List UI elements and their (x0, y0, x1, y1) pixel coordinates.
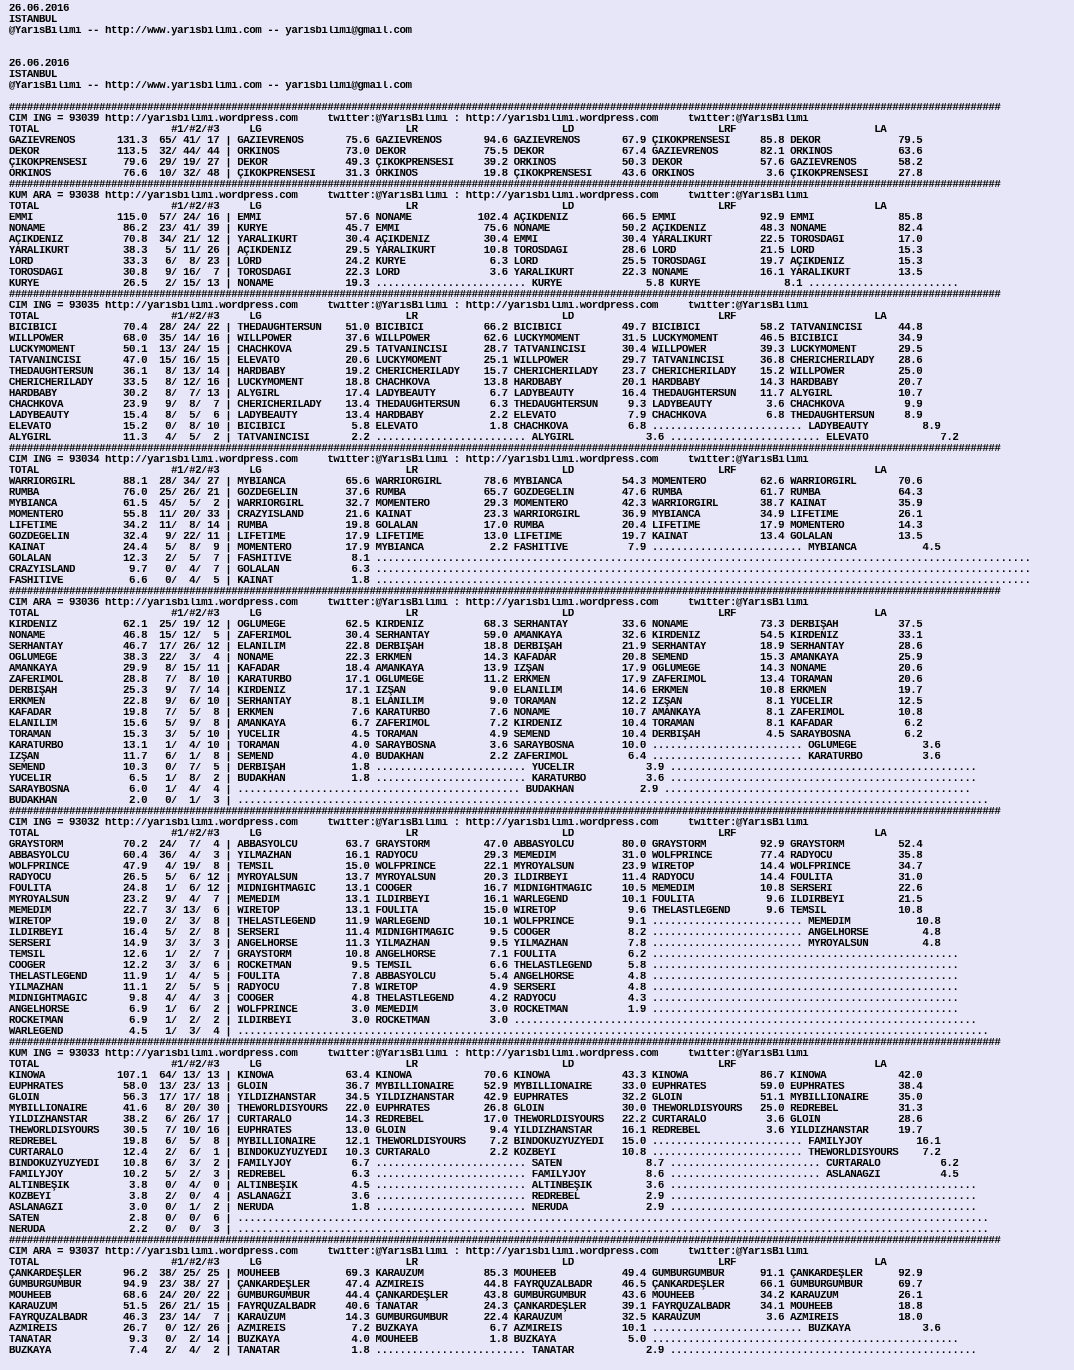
report-line: EMMİ 115.0 57/ 24/ 16 | EMMİ 57.6 NONAME 102.4 AÇIKDENİZ 66.5 EMMİ 92.9 EMMİ 85.8 (8, 213, 923, 224)
report-line: DEKOR 113.5 32/ 44/ 44 | ORKINOS 73.0 DEKOR 75.5 DEKOR 67.4 GAZİEVRENOS 82.1 ORKINOS 63.6 (8, 147, 923, 158)
report-line: TANATAR 9.3 0/ 2/ 14 | BUZKAYA 4.0 MOUHEEB 1.8 BUZKAYA 5.0 ................................................... (8, 1335, 959, 1346)
report-line: ÇANKARDEŞLER 96.2 38/ 25/ 25 | MOUHEEB 69.3 KARAÜZÜM 85.3 MOUHEEB 49.4 GÜMBÜRGÜMBÜR 91.1 ÇANKARDEŞLER 92.9 (8, 1269, 923, 1280)
report-line: CIM ING = 93034 http://yarisbilimi.wordpress.com twitter:@YarisBilimi : http://yarisbilimi.wordpress.com twitter:@YarisBilimi (8, 455, 809, 466)
report-line: TOTAL #1/#2/#3 LG LR LD LRF LA (8, 1258, 887, 1269)
report-line: KINOWA 107.1 64/ 13/ 13 | KINOWA 63.4 KINOWA 70.6 KINOWA 43.3 KINOWA 86.7 KINOWA 42.0 (8, 1071, 923, 1082)
report-line: TOTAL #1/#2/#3 LG LR LD LRF LA (8, 202, 887, 213)
report-line: RADYOCU 26.5 5/ 6/ 12 | MYROYALSUN 13.7 MYROYALSUN 20.3 ILDIRBEYI 11.4 RADYOCU 14.4 FOULITA 31.0 (8, 873, 923, 884)
report-line: BUDAKHAN 2.0 0/ 1/ 3 | ............................................................................................................................. (8, 796, 989, 807)
report-line: GLOIN 56.3 17/ 17/ 18 | YILDIZHANSTAR 34.5 YILDIZHANSTAR 42.9 EUPHRATES 32.2 GLOIN 51.1 MYBILLIONAIRE 35.0 (8, 1093, 923, 1104)
report-line: KURYE 26.5 2/ 15/ 13 | NONAME 19.3 ......................... KURYE 5.8 KURYE 8.1 ......................... (8, 279, 959, 290)
report-line: CIM ARA = 93037 http://yarisbilimi.wordpress.com twitter:@YarisBilimi : http://yarisbilimi.wordpress.com twitter:@YarisBilimi (8, 1247, 809, 1258)
report-line: MEMEDİM 22.7 3/ 13/ 6 | WIRETOP 13.1 FOULITA 15.0 WIRETOP 9.6 THELASTLEGEND 9.6 TEMSİL 10.8 (8, 906, 923, 917)
report-line: 26.06.2016 (8, 4, 69, 15)
report-line: REDREBEL 19.8 6/ 5/ 8 | MYBILLIONAIRE 12.1 THEWORLDISYOURS 7.2 BİNDOKUZYÜZYEDİ 15.0 ......................... FAMILYJOY 16.1 (8, 1137, 941, 1148)
report-line: SERSERİ 14.9 3/ 3/ 3 | ANGELHORSE 11.3 YILMAZHAN 9.5 YILMAZHAN 7.8 ......................... MYROYALSUN 4.8 (8, 939, 941, 950)
report-line: ##################################################################################################################################################################### (8, 290, 1001, 301)
report-line: BICIBICI 70.4 28/ 24/ 22 | THEDAUGHTERSUN 51.0 BICIBICI 66.2 BICIBICI 49.7 BICIBICI 58.2 TATVANİNCİSİ 44.8 (8, 323, 923, 334)
report-line: BUZKAYA 7.4 2/ 4/ 2 | TANATAR 1.8 ......................... TANATAR 2.9 ................................................... (8, 1346, 977, 1357)
report-line: GÖZDEGELİN 32.4 9/ 22/ 11 | LIFETIME 17.9 LIFETIME 13.0 LIFETIME 19.7 KAİNAT 13.4 GOLALAN 13.5 (8, 532, 923, 543)
report-line: TATVANİNCİSİ 47.0 15/ 16/ 15 | ELEVATO 20.6 LUCKYMOMENT 25.1 WILLPOWER 29.7 TATVANİNCİSİ 36.8 CHERICHERILADY 28.6 (8, 356, 923, 367)
report-line: TEMSİL 12.6 1/ 2/ 7 | GRAYSTORM 10.8 ANGELHORSE 7.1 FOULITA 6.2 ................................................... (8, 950, 959, 961)
report-line: BİNDOKUZYÜZYEDİ 10.8 6/ 3/ 2 | FAMILYJOY 6.7 ......................... SATEN 8.7 ......................... CURTARALO 6.2 (8, 1159, 959, 1170)
report-line: CIM ARA = 93036 http://yarisbilimi.wordpress.com twitter:@YarisBilimi : http://yarisbilimi.wordpress.com twitter:@YarisBilimi (8, 598, 809, 609)
report-line: AÇIKDENİZ 70.8 34/ 21/ 12 | YARALIKURT 30.4 AÇIKDENİZ 30.4 EMMİ 30.4 YARALIKURT 22.5 TOROSDAĞI 17.0 (8, 235, 923, 246)
report-line: WARLEGEND 4.5 1/ 3/ 4 | ............................................................................................................................. (8, 1027, 989, 1038)
report-line: MOMENTERO 55.8 11/ 20/ 33 | CRAZYISLAND 21.6 KAİNAT 23.3 WARRIORGIRL 36.9 MYBIANCA 34.9 LIFETIME 26.1 (8, 510, 923, 521)
report-line: GRAYSTORM 70.2 24/ 7/ 4 | ABBASYOLCU 63.7 GRAYSTORM 47.0 ABBASYOLCU 80.0 GRAYSTORM 92.9 GRAYSTORM 52.4 (8, 840, 923, 851)
report-line: NONAME 46.8 15/ 12/ 5 | ZAFERİMOL 30.4 SERHANTAY 59.0 AMANKAYA 32.6 KIRDENİZ 54.5 KIRDENİZ 33.1 (8, 631, 923, 642)
report-line: CURTARALO 12.4 2/ 6/ 1 | BİNDOKUZYÜZYEDİ 10.3 CURTARALO 2.2 KOZBEYI 10.8 ......................... THEWORLDISYOURS 7.2 (8, 1148, 941, 1159)
report-line: ##################################################################################################################################################################### (8, 1038, 1001, 1049)
report-line: ISTANBUL (8, 70, 57, 81)
report-line: ANGELHORSE 6.9 1/ 6/ 2 | WOLFPRINCE 3.0 MEMEDİM 3.0 ROCKETMAN 1.9 ................................................... (8, 1005, 959, 1016)
report-line: @YarisBilimi -- http://www.yarisbilimi.com -- yarisbilimi@gmail.com (8, 26, 412, 37)
report-line: THEDAUGHTERSUN 36.1 8/ 13/ 14 | HARDBABY 19.2 CHERICHERILADY 15.7 CHERICHERILADY 23.7 CHERICHERILADY 15.2 WILLPOWER 25.0 (8, 367, 923, 378)
report-line: TOTAL #1/#2/#3 LG LR LD LRF LA (8, 466, 887, 477)
report-line (9, 37, 1058, 48)
report-line: TOTAL #1/#2/#3 LG LR LD LRF LA (8, 125, 887, 136)
report-line: RUMBA 76.0 25/ 26/ 21 | GÖZDEGELİN 37.6 RUMBA 65.7 GÖZDEGELİN 47.6 RUMBA 61.7 RUMBA 64.3 (8, 488, 923, 499)
report-line: YILDIZHANSTAR 38.2 6/ 26/ 17 | CURTARALO 14.3 REDREBEL 17.0 THEWORLDISYOURS 22.2 CURTARALO 3.6 GLOIN 28.6 (8, 1115, 923, 1126)
report-line: FOULITA 24.8 1/ 6/ 12 | MIDNIGHTMAGIC 13.1 COOGER 16.7 MIDNIGHTMAGIC 10.5 MEMEDİM 10.8 SERSERİ 22.6 (8, 884, 923, 895)
report-line: CHACHKOVA 23.9 9/ 8/ 7 | CHERICHERILADY 13.4 THEDAUGHTERSUN 6.3 THEDAUGHTERSUN 9.3 LADYBEAUTY 3.6 CHACHKOVA 9.9 (8, 400, 923, 411)
report-line: KUM ING = 93033 http://yarisbilimi.wordpress.com twitter:@YarisBilimi : http://yarisbilimi.wordpress.com twitter:@YarisBilimi (8, 1049, 809, 1060)
report-line: TOROSDAĞI 30.8 9/ 16/ 7 | TOROSDAĞI 22.3 LORD 3.6 YARALIKURT 22.3 NONAME 16.1 YARALIKURT 13.5 (8, 268, 923, 279)
report-line: ##################################################################################################################################################################### (8, 444, 1001, 455)
report-line: ABBASYOLCU 60.4 36/ 4/ 3 | YILMAZHAN 16.1 RADYOCU 29.3 MEMEDİM 31.0 WOLFPRINCE 77.4 RADYOCU 35.8 (8, 851, 923, 862)
report-line: LUCKYMOMENT 50.1 13/ 24/ 15 | CHACHKOVA 29.5 TATVANİNCİSİ 28.7 TATVANİNCİSİ 30.4 WILLPOWER 39.3 LUCKYMOMENT 29.5 (8, 345, 923, 356)
report-line: CRAZYISLAND 9.7 0/ 4/ 7 | GOLALAN 6.3 ............................................................................................................. (8, 565, 1031, 576)
report-line: LORD 33.3 6/ 8/ 23 | LORD 24.2 KURYE 6.3 LORD 25.5 TOROSDAĞI 19.7 AÇIKDENİZ 15.3 (8, 257, 923, 268)
report-line: ##################################################################################################################################################################### (8, 1236, 1001, 1247)
report-line: FAYRQUZALBADR 46.3 23/ 14/ 7 | KARAÜZÜM 14.3 GÜMBÜRGÜMBÜR 22.4 KARAÜZÜM 32.5 KARAÜZÜM 3.6 AZMİREİS 18.0 (8, 1313, 923, 1324)
report-line: FAMILYJOY 10.2 5/ 2/ 3 | REDREBEL 6.3 ......................... FAMILYJOY 8.6 ......................... ASLANAĞZI 4.5 (8, 1170, 959, 1181)
report-line: SEMEND 10.3 0/ 7/ 5 | DERBİŞAH 1.8 ......................... YÜCELİR 3.9 ................................................... (8, 763, 977, 774)
report-line: COOGER 12.2 3/ 3/ 6 | ROCKETMAN 9.5 TEMSİL 6.6 THELASTLEGEND 5.8 ................................................... (8, 961, 959, 972)
report-line: MYBIANCA 61.5 45/ 5/ 2 | WARRIORGIRL 32.7 MOMENTERO 29.3 MOMENTERO 42.3 WARRIORGIRL 38.7 KAİNAT 35.9 (8, 499, 923, 510)
report-line: WOLFPRINCE 47.9 4/ 19/ 8 | TEMSİL 15.0 WOLFPRINCE 22.1 MYROYALSUN 23.9 WIRETOP 14.4 WOLFPRINCE 34.7 (8, 862, 923, 873)
report-line: TOTAL #1/#2/#3 LG LR LD LRF LA (8, 312, 887, 323)
report-line: ##################################################################################################################################################################### (8, 180, 1001, 191)
report-line: YARALIKURT 38.3 5/ 11/ 26 | AÇIKDENİZ 29.5 YARALIKURT 10.8 TOROSDAĞI 28.6 LORD 21.5 LORD 15.3 (8, 246, 923, 257)
report-line: SERHANTAY 46.7 17/ 26/ 12 | ELANİLİM 22.8 DERBİŞAH 18.8 DERBİŞAH 21.9 SERHANTAY 18.9 SERHANTAY 28.6 (8, 642, 923, 653)
report-line: @YarisBilimi -- http://www.yarisbilimi.com -- yarisbilimi@gmail.com (8, 81, 412, 92)
report-line: WARRIORGIRL 88.1 28/ 34/ 27 | MYBIANCA 65.6 WARRIORGIRL 78.6 MYBIANCA 54.3 MOMENTERO 62.6 WARRIORGIRL 70.6 (8, 477, 923, 488)
report-line: CIM ING = 93032 http://yarisbilimi.wordpress.com twitter:@YarisBilimi : http://yarisbilimi.wordpress.com twitter:@YarisBilimi (8, 818, 809, 829)
report-line: CIM ING = 93039 http://yarisbilimi.wordpress.com twitter:@YarisBilimi : http://yarisbilimi.wordpress.com twitter:@YarisBilimi (8, 114, 809, 125)
report-line: ELEVATO 15.2 0/ 8/ 10 | BICIBICI 5.8 ELEVATO 1.8 CHACHKOVA 6.8 ......................... LADYBEAUTY 8.9 (8, 422, 941, 433)
report-line: KUM ARA = 93038 http://yarisbilimi.wordpress.com twitter:@YarisBilimi : http://yarisbilimi.wordpress.com twitter:@YarisBilimi (8, 191, 809, 202)
report-line: GÜMBÜRGÜMBÜR 94.9 23/ 38/ 27 | ÇANKARDEŞLER 47.4 AZMİREİS 44.8 FAYRQUZALBADR 46.5 ÇANKARDEŞLER 66.1 GÜMBÜRGÜMBÜR 69.7 (8, 1280, 923, 1291)
report-line: LADYBEAUTY 15.4 8/ 5/ 6 | LADYBEAUTY 13.4 HARDBABY 2.2 ELEVATO 7.9 CHACHKOVA 6.8 THEDAUGHTERSUN 8.9 (8, 411, 923, 422)
report-line: MYROYALSUN 23.2 9/ 4/ 7 | MEMEDİM 13.1 ILDIRBEYI 16.1 WARLEGEND 10.1 FOULITA 9.6 ILDIRBEYI 21.5 (8, 895, 923, 906)
report-line: CIM ING = 93035 http://yarisbilimi.wordpress.com twitter:@YarisBilimi : http://yarisbilimi.wordpress.com twitter:@YarisBilimi (8, 301, 809, 312)
report-line: ELANİLİM 15.6 5/ 9/ 8 | AMANKAYA 6.7 ZAFERİMOL 7.2 KIRDENİZ 10.4 TORAMAN 8.1 KAFADAR 6.2 (8, 719, 923, 730)
report-line: ERKMEN 22.8 9/ 6/ 10 | SERHANTAY 8.1 ELANİLİM 9.0 TORAMAN 12.2 İZŞAN 8.1 YÜCELİR 12.5 (8, 697, 923, 708)
report-line (9, 48, 1058, 59)
report-line: KAİNAT 24.4 5/ 8/ 9 | MOMENTERO 17.9 MYBIANCA 2.2 FASHITIVE 7.9 ......................... MYBIANCA 4.5 (8, 543, 941, 554)
report-line: WILLPOWER 68.0 35/ 14/ 16 | WILLPOWER 37.6 WILLPOWER 62.6 LUCKYMOMENT 31.5 LUCKYMOMENT 46.5 BICIBICI 34.9 (8, 334, 923, 345)
report-line: GOLALAN 12.3 2/ 5/ 7 | FASHITIVE 8.1 ............................................................................................................. (8, 554, 1031, 565)
report-line: WIRETOP 19.0 2/ 3/ 8 | THELASTLEGEND 11.9 WARLEGEND 10.1 WOLFPRINCE 9.1 ......................... MEMEDİM 10.8 (8, 917, 941, 928)
report-line: NERUDA 2.2 0/ 0/ 3 | ............................................................................................................................. (8, 1225, 989, 1236)
report-line: ASLANAĞZI 3.0 0/ 1/ 2 | NERUDA 1.8 ......................... NERUDA 2.9 ................................................... (8, 1203, 977, 1214)
report-line: EUPHRATES 58.0 13/ 23/ 13 | GLOIN 36.7 MYBILLIONAIRE 52.9 MYBILLIONAIRE 33.0 EUPHRATES 59.0 EUPHRATES 38.4 (8, 1082, 923, 1093)
report-line: TORAMAN 15.3 3/ 5/ 10 | YÜCELİR 4.5 TORAMAN 4.9 SEMEND 10.4 DERBİŞAH 4.5 SARAYBOSNA 6.2 (8, 730, 923, 741)
report-line: SARAYBOSNA 6.0 1/ 4/ 4 | ............................................... BUDAKHAN 2.9 ................................................... (8, 785, 971, 796)
report-line: DERBİŞAH 25.3 9/ 7/ 14 | KIRDENİZ 17.1 İZŞAN 9.0 ELANİLİM 14.6 ERKMEN 10.8 ERKMEN 19.7 (8, 686, 923, 697)
report-line: FASHITIVE 6.6 0/ 4/ 5 | KAİNAT 1.8 ............................................................................................................. (8, 576, 1031, 587)
report-line: GAZİEVRENOS 131.3 65/ 41/ 17 | GAZİEVRENOS 75.6 GAZİEVRENOS 94.6 GAZİEVRENOS 67.9 ÇİKOKPRENSESİ 85.8 DEKOR 79.5 (8, 136, 923, 147)
report-line: KOZBEYI 3.8 2/ 0/ 4 | ASLANAĞZI 3.6 ......................... REDREBEL 2.9 ................................................... (8, 1192, 977, 1203)
report-line: İZŞAN 11.7 6/ 1/ 8 | SEMEND 4.0 BUDAKHAN 2.2 ZAFERİMOL 6.4 ......................... KARATURBO 3.6 (8, 752, 941, 763)
report-line: 26.06.2016 (8, 59, 69, 70)
report-line (9, 92, 1058, 103)
report-line: TOTAL #1/#2/#3 LG LR LD LRF LA (8, 1060, 887, 1071)
report-line: CHERICHERILADY 33.5 8/ 12/ 16 | LUCKYMOMENT 18.8 CHACHKOVA 13.8 HARDBABY 20.1 HARDBABY 14.3 HARDBABY 20.7 (8, 378, 923, 389)
report-line: AZMİREİS 26.7 0/ 12/ 26 | AZMİREİS 7.2 BUZKAYA 6.7 AZMİREİS 10.1 ......................... BUZKAYA 3.6 (8, 1324, 941, 1335)
report-line: ORKINOS 76.6 10/ 32/ 48 | ÇİKOKPRENSESİ 31.3 ORKINOS 19.8 ÇİKOKPRENSESİ 43.6 ORKINOS 3.6 ÇİKOKPRENSESİ 27.8 (8, 169, 923, 180)
report-line: ALYGIRL 11.3 4/ 5/ 2 | TATVANİNCİSİ 2.2 ......................... ALYGIRL 3.6 ......................... ELEVATO 7.2 (8, 433, 959, 444)
report-line: HARDBABY 30.2 8/ 7/ 13 | ALYGIRL 17.4 LADYBEAUTY 6.7 LADYBEAUTY 16.4 THEDAUGHTERSUN 11.7 ALYGIRL 10.7 (8, 389, 923, 400)
report-line: MOUHEEB 68.6 24/ 20/ 22 | GÜMBÜRGÜMBÜR 44.4 ÇANKARDEŞLER 43.8 GÜMBÜRGÜMBÜR 43.6 MOUHEEB 34.2 KARAÜZÜM 26.1 (8, 1291, 923, 1302)
report-line: LIFETIME 34.2 11/ 8/ 14 | RUMBA 19.8 GOLALAN 17.0 RUMBA 20.4 LIFETIME 17.9 MOMENTERO 14.3 (8, 521, 923, 532)
report-line: YÜCELİR 6.5 1/ 8/ 2 | BUDAKHAN 1.8 ......................... KARATURBO 3.6 ................................................... (8, 774, 977, 785)
report-line: YILMAZHAN 11.1 2/ 5/ 5 | RADYOCU 7.8 WIRETOP 4.9 SERSERİ 4.8 ................................................... (8, 983, 959, 994)
report-line: TOTAL #1/#2/#3 LG LR LD LRF LA (8, 609, 887, 620)
report-line: KARAÜZÜM 51.5 26/ 21/ 15 | FAYRQUZALBADR 40.6 TANATAR 24.3 ÇANKARDEŞLER 39.1 FAYRQUZALBADR 34.1 MOUHEEB 18.8 (8, 1302, 923, 1313)
report-line: ##################################################################################################################################################################### (8, 103, 1001, 114)
report-line: NONAME 86.2 23/ 41/ 39 | KURYE 45.7 EMMİ 75.6 NONAME 50.2 AÇIKDENİZ 48.3 NONAME 82.4 (8, 224, 923, 235)
report-line: THEWORLDISYOURS 30.5 7/ 10/ 16 | EUPHRATES 13.0 GLOIN 9.4 YILDIZHANSTAR 16.1 REDREBEL 3.6 YILDIZHANSTAR 19.7 (8, 1126, 923, 1137)
report-line: AMANKAYA 29.9 8/ 15/ 11 | KAFADAR 18.4 AMANKAYA 13.9 İZŞAN 17.9 OĞLUMEGE 14.3 NONAME 20.6 (8, 664, 923, 675)
report-line: MIDNIGHTMAGIC 9.8 4/ 4/ 3 | COOGER 4.8 THELASTLEGEND 4.2 RADYOCU 4.3 ................................................... (8, 994, 959, 1005)
report-line: KAFADAR 19.8 7/ 5/ 8 | ERKMEN 7.6 KARATURBO 7.6 NONAME 10.7 AMANKAYA 8.1 ZAFERİMOL 10.8 (8, 708, 923, 719)
report-line: KIRDENİZ 62.1 25/ 19/ 12 | OĞLUMEGE 62.5 KIRDENİZ 68.3 SERHANTAY 33.6 NONAME 73.3 DERBİŞAH 37.5 (8, 620, 923, 631)
report-line: THELASTLEGEND 11.9 1/ 4/ 5 | FOULITA 7.8 ABBASYOLCU 5.4 ANGELHORSE 4.8 ................................................... (8, 972, 959, 983)
report-line: ÇİKOKPRENSESİ 79.6 29/ 19/ 27 | DEKOR 49.3 ÇİKOKPRENSESİ 39.2 ORKINOS 50.3 DEKOR 57.6 GAZİEVRENOS 58.2 (8, 158, 923, 169)
report-line: ISTANBUL (8, 15, 57, 26)
report-line: KARATURBO 13.1 1/ 4/ 10 | TORAMAN 4.0 SARAYBOSNA 3.6 SARAYBOSNA 10.0 ......................... OĞLUMEGE 3.6 (8, 741, 941, 752)
report-line: ALTINBEŞİK 3.8 0/ 4/ 0 | ALTINBEŞİK 4.5 ......................... ALTINBEŞİK 3.6 ................................................... (8, 1181, 977, 1192)
report-line: ##################################################################################################################################################################### (8, 587, 1001, 598)
report-line: OĞLUMEGE 38.3 22/ 3/ 4 | NONAME 22.3 ERKMEN 14.3 KAFADAR 20.8 SEMEND 15.3 AMANKAYA 25.9 (8, 653, 923, 664)
report-line: ILDIRBEYI 16.4 5/ 2/ 8 | SERSERİ 11.4 MIDNIGHTMAGIC 9.5 COOGER 8.2 ......................... ANGELHORSE 4.8 (8, 928, 941, 939)
report-line: ##################################################################################################################################################################### (8, 807, 1001, 818)
report-line: TOTAL #1/#2/#3 LG LR LD LRF LA (8, 829, 887, 840)
report-line: MYBILLIONAIRE 41.6 8/ 20/ 30 | THEWORLDISYOURS 22.0 EUPHRATES 26.8 GLOIN 30.0 THEWORLDISYOURS 25.0 REDREBEL 31.3 (8, 1104, 923, 1115)
report-line: ZAFERİMOL 28.8 7/ 8/ 10 | KARATURBO 17.1 OĞLUMEGE 11.2 ERKMEN 17.9 ZAFERİMOL 13.4 TORAMAN 20.6 (8, 675, 923, 686)
report-line: ROCKETMAN 6.9 1/ 2/ 2 | ILDIRBEYI 3.0 ROCKETMAN 3.0 ............................................................................. (8, 1016, 977, 1027)
report-line: SATEN 2.8 0/ 0/ 6 | ............................................................................................................................. (8, 1214, 989, 1225)
